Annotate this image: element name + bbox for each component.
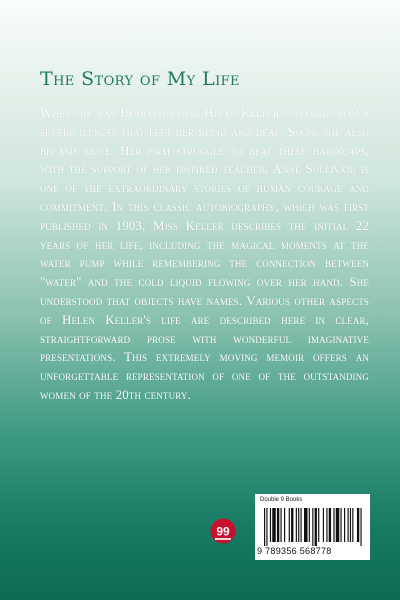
barcode-icon <box>264 508 364 546</box>
barcode-panel <box>255 494 370 560</box>
book-title: The Story of My Life <box>40 68 240 90</box>
book-blurb: When she was 19 months old, Helen Keller suffered from a severe illness that left her blind and deaf. Soon, she also became mute. Her firm struggle to beat these handicaps, with the support of her inspired teacher, Anne Sullivan, is one of the extraordinary stories of human courage and commitment. In this classic autobiography, which was first published in 1903, Miss Keller describes the initial 22 years of her life, including the magical moments at the water pump while remembering the connection between "water" and the cold liquid flowing over her hand. She understood that objects have names. Various other aspects of Helen Keller's life are described here in clear, straightforward prose with wonderful imaginative presentations. This extremely moving memoir offers an unforgettable representation of one of the outstanding women of the 20th century. <box>40 106 369 402</box>
svg-text:99: 99 <box>216 524 230 539</box>
isbn-digits: 9 789356 568778 <box>257 546 332 556</box>
double-9-books-logo-icon <box>210 518 236 544</box>
barcode-publisher-name: Double 9 Books <box>260 497 303 503</box>
